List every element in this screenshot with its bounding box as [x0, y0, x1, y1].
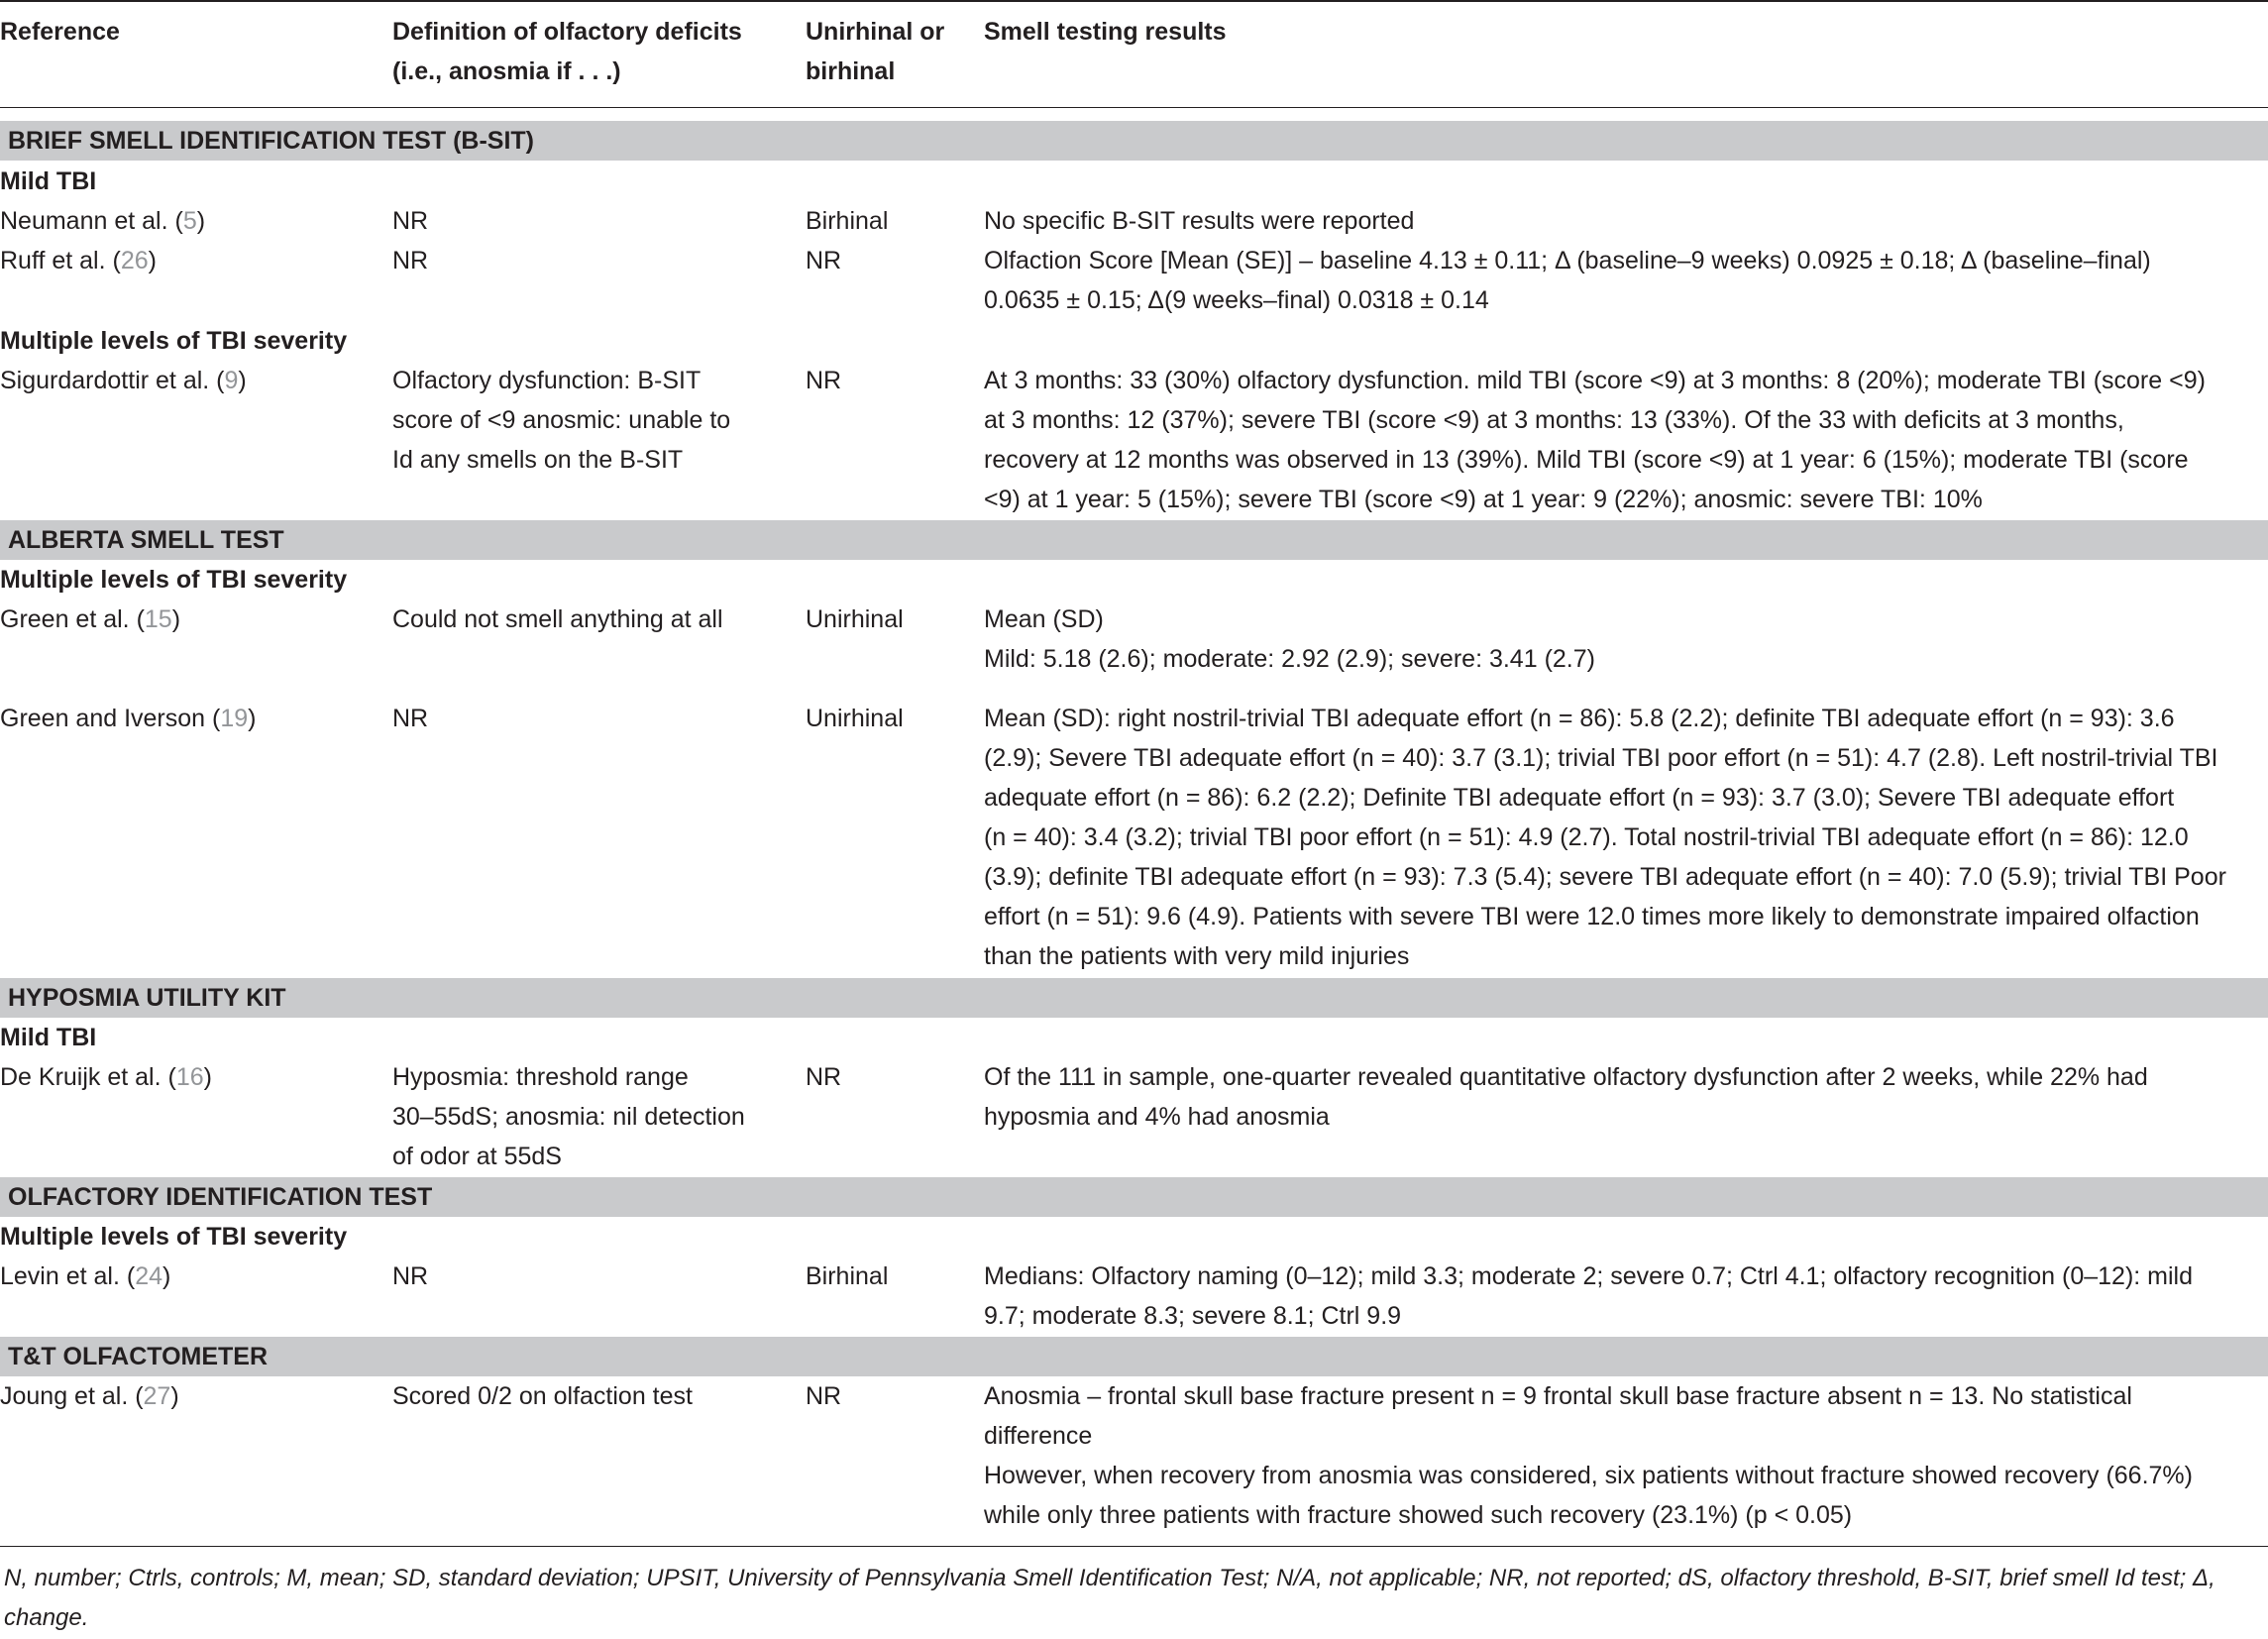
row-reference: Sigurdardottir et al. (9) [0, 367, 247, 394]
row-results-line: Anosmia – frontal skull base fracture present n = 9 frontal skull base fracture absent n = 13. No statistical [984, 1382, 2132, 1410]
bottom-rule [0, 1546, 2268, 1547]
citation-link[interactable]: 9 [224, 367, 239, 394]
row-results-line: (3.9); definite TBI adequate effort (n = 93): 7.3 (5.4); severe TBI adequate effort (n = 40): 7.0 (5.9); trivial TBI Poor [984, 863, 2226, 891]
row-results-line: <9) at 1 year: 5 (15%); severe TBI (score <9) at 1 year: 9 (22%); anosmic: severe TBI: 10% [984, 486, 1983, 513]
row-results: No specific B-SIT results were reported [984, 207, 1415, 235]
row-definition-line: of odor at 55dS [392, 1143, 562, 1170]
row-definition: NR [392, 247, 429, 274]
subheading: Multiple levels of TBI severity [0, 327, 348, 355]
row-results-line: However, when recovery from anosmia was considered, six patients without fracture showed recovery (66.7%) [984, 1462, 2193, 1489]
row-definition-line: Hyposmia: threshold range [392, 1063, 689, 1091]
row-results-line: difference [984, 1422, 1093, 1450]
subheading: Multiple levels of TBI severity [0, 1223, 348, 1251]
row-results-line: at 3 months: 12 (37%); severe TBI (score <9) at 3 months: 13 (33%). Of the 33 with deficits at 3 months, [984, 406, 2124, 434]
row-reference: Neumann et al. (5) [0, 207, 206, 235]
section-band-olfactory-id [0, 1177, 2268, 1217]
row-definition-line: Olfactory dysfunction: B-SIT [392, 367, 702, 394]
header-rule [0, 107, 2268, 108]
row-results-line: At 3 months: 33 (30%) olfactory dysfunction. mild TBI (score <9) at 3 months: 8 (20%); moderate TBI (score <9) [984, 367, 2206, 394]
section-title: T&T OLFACTOMETER [8, 1343, 269, 1370]
row-reference: Joung et al. (27) [0, 1382, 179, 1410]
row-definition-line: Scored 0/2 on olfaction test [392, 1382, 693, 1410]
row-definition-line: 30–55dS; anosmia: nil detection [392, 1103, 745, 1131]
subheading: Mild TBI [0, 167, 97, 195]
citation-link[interactable]: 24 [135, 1262, 162, 1290]
row-reference: Levin et al. (24) [0, 1262, 171, 1290]
row-reference: De Kruijk et al. (16) [0, 1063, 212, 1091]
row-definition-line: Id any smells on the B-SIT [392, 446, 684, 474]
row-results-line: 0.0635 ± 0.15; Δ(9 weeks–final) 0.0318 ± 0.14 [984, 286, 1489, 314]
row-results-line: Medians: Olfactory naming (0–12); mild 3.3; moderate 2; severe 0.7; Ctrl 4.1; olfactory recognition (0–12): mild [984, 1262, 2194, 1290]
row-results-line: Olfaction Score [Mean (SE)] – baseline 4.13 ± 0.11; Δ (baseline–9 weeks) 0.0925 ± 0.18; Δ (baseline–final) [984, 247, 2151, 274]
row-reference: Ruff et al. (26) [0, 247, 157, 274]
section-title: HYPOSMIA UTILITY KIT [8, 984, 286, 1012]
row-results-line: Mean (SD): right nostril-trivial TBI adequate effort (n = 86): 5.8 (2.2); definite TBI adequate effort (n = 93): 3.6 [984, 705, 2175, 732]
row-rhinal: NR [806, 247, 842, 274]
row-results-line: Mild: 5.18 (2.6); moderate: 2.92 (2.9); severe: 3.41 (2.7) [984, 645, 1595, 673]
row-results-line: recovery at 12 months was observed in 13 (39%). Mild TBI (score <9) at 1 year: 6 (15%); moderate TBI (score [984, 446, 2189, 474]
top-rule [0, 0, 2268, 2]
col-header-definition-line2: (i.e., anosmia if . . .) [392, 57, 621, 85]
row-results-line: (n = 40): 3.4 (3.2); trivial TBI poor effort (n = 51): 4.9 (2.7). Total nostril-trivial TBI adequate effort (n = 86): 12.0 [984, 823, 2189, 851]
section-title: OLFACTORY IDENTIFICATION TEST [8, 1183, 433, 1211]
row-results-line: Mean (SD) [984, 605, 1104, 633]
row-rhinal: Birhinal [806, 1262, 889, 1290]
citation-link[interactable]: 5 [182, 207, 197, 235]
subheading: Mild TBI [0, 1024, 97, 1051]
row-rhinal: Unirhinal [806, 705, 904, 732]
row-rhinal: Unirhinal [806, 605, 904, 633]
row-results-line: hyposmia and 4% had anosmia [984, 1103, 1330, 1131]
row-rhinal: NR [806, 1382, 842, 1410]
row-results-line: than the patients with very mild injuries [984, 942, 1410, 970]
section-title: BRIEF SMELL IDENTIFICATION TEST (B-SIT) [8, 127, 534, 155]
row-rhinal: Birhinal [806, 207, 889, 235]
col-header-rhinal-line1: Unirhinal or [806, 18, 945, 46]
section-band-bsit [0, 121, 2268, 161]
table-footnote: N, number; Ctrls, controls; M, mean; SD, standard deviation; UPSIT, University of Pennsylvania Smell Identification Test; N/A, not applicable; NR, not reported; dS, olfactory threshold, B-SIT, brief smell Id test; Δ, change. [4, 1565, 2215, 1631]
col-header-rhinal-line2: birhinal [806, 57, 896, 85]
section-title: ALBERTA SMELL TEST [8, 526, 284, 554]
row-results-line: while only three patients with fracture showed such recovery (23.1%) (p < 0.05) [984, 1501, 1853, 1529]
row-rhinal: NR [806, 367, 842, 394]
subheading: Multiple levels of TBI severity [0, 566, 348, 594]
row-reference: Green et al. (15) [0, 605, 181, 633]
row-definition-line: score of <9 anosmic: unable to [392, 406, 731, 434]
citation-link[interactable]: 16 [175, 1063, 204, 1091]
section-band-alberta [0, 520, 2268, 560]
row-definition: NR [392, 207, 429, 235]
row-results-line: 9.7; moderate 8.3; severe 8.1; Ctrl 9.9 [984, 1302, 1402, 1330]
row-definition-line: Could not smell anything at all [392, 605, 723, 633]
citation-link[interactable]: 15 [144, 605, 172, 633]
citation-link[interactable]: 19 [220, 705, 249, 732]
citation-link[interactable]: 27 [143, 1382, 171, 1410]
section-band-tt-olfactometer [0, 1337, 2268, 1376]
row-results-line: adequate effort (n = 86): 6.2 (2.2); Definite TBI adequate effort (n = 93): 3.7 (3.0); Severe TBI adequate effort [984, 784, 2175, 812]
col-header-results: Smell testing results [984, 18, 1227, 46]
row-rhinal: NR [806, 1063, 842, 1091]
col-header-definition-line1: Definition of olfactory deficits [392, 18, 742, 46]
row-reference: Green and Iverson (19) [0, 705, 257, 732]
row-definition: NR [392, 1262, 429, 1290]
citation-link[interactable]: 26 [120, 247, 149, 274]
row-results-line: Of the 111 in sample, one-quarter revealed quantitative olfactory dysfunction after 2 weeks, while 22% had [984, 1063, 2148, 1091]
col-header-reference: Reference [0, 18, 120, 46]
row-definition: NR [392, 705, 429, 732]
section-band-hyposmia [0, 978, 2268, 1018]
row-results-line: (2.9); Severe TBI adequate effort (n = 40): 3.7 (3.1); trivial TBI poor effort (n = 51): 4.7 (2.8). Left nostril-trivial TBI [984, 744, 2218, 772]
row-results-line: effort (n = 51): 9.6 (4.9). Patients with severe TBI were 12.0 times more likely to demonstrate impaired olfaction [984, 903, 2200, 930]
